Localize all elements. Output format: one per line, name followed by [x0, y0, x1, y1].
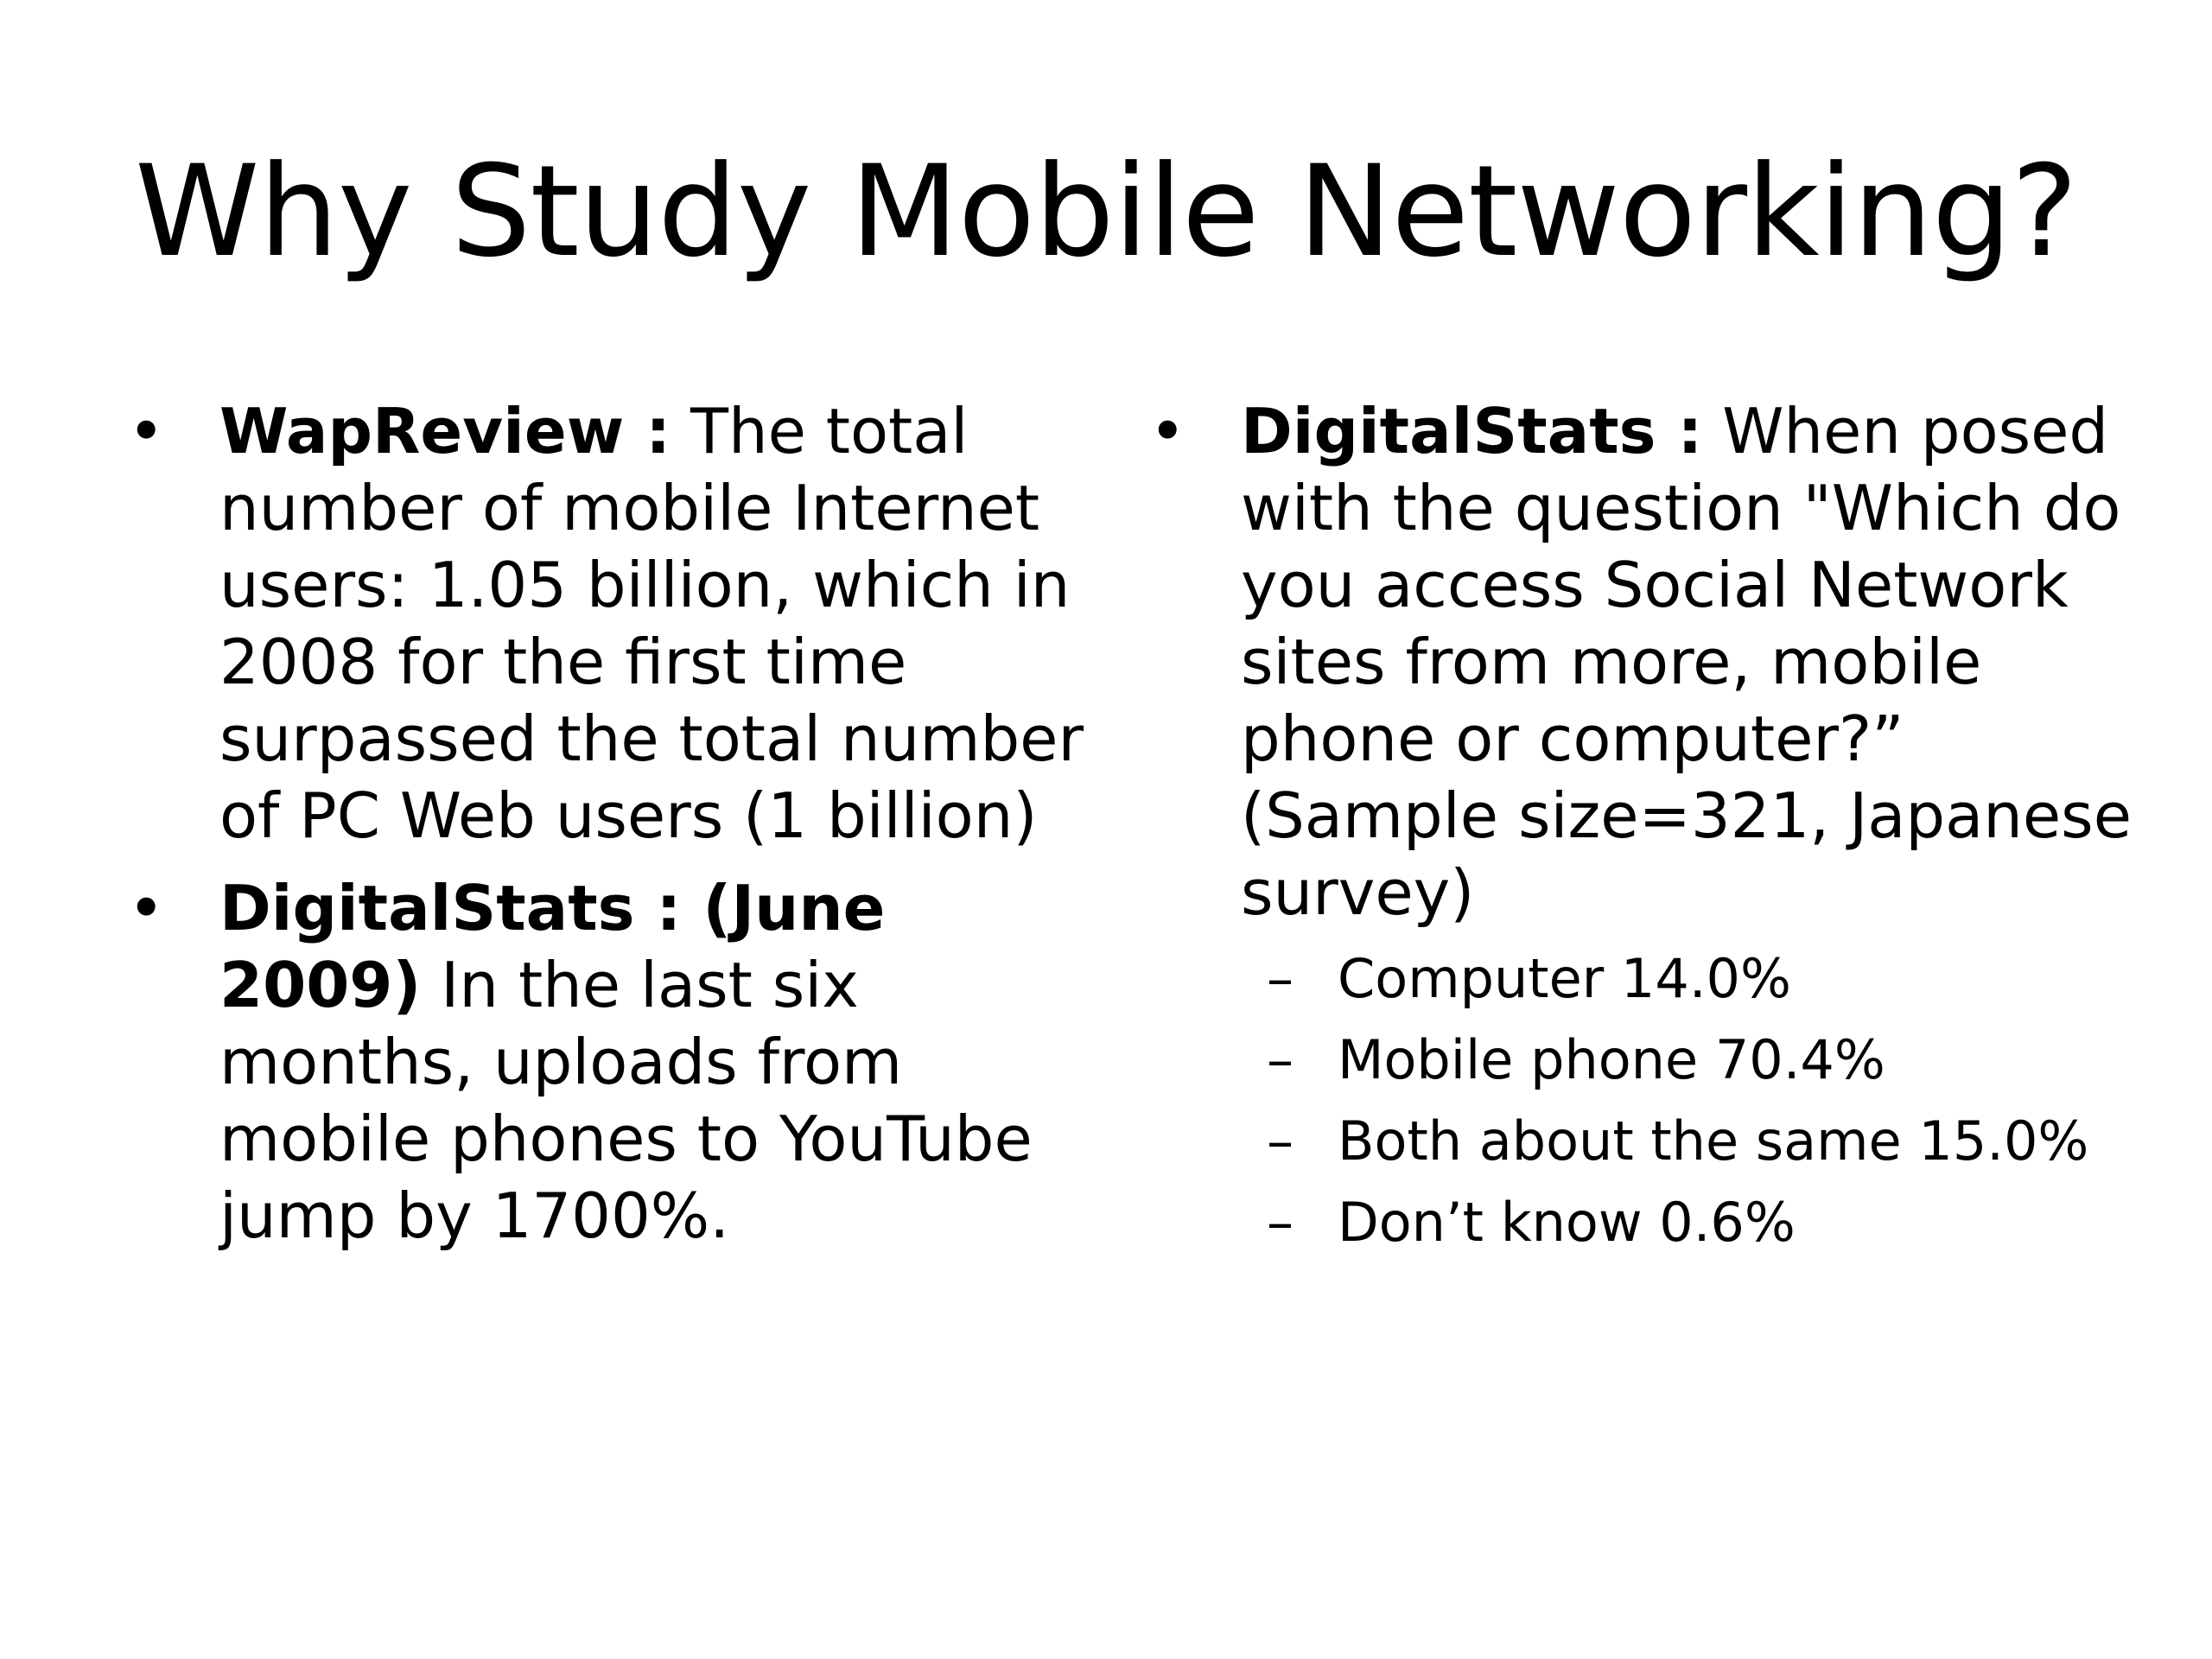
- bullet-digitalstats-survey: [1149, 393, 2169, 931]
- list-item: [1241, 1109, 2169, 1173]
- dash-marker: –: [1267, 947, 1294, 1010]
- bullet-marker: •: [128, 395, 165, 467]
- bullet-source: DigitalStats :: [1241, 395, 1703, 467]
- list-item: [1241, 1028, 2169, 1092]
- bullet-marker: •: [1149, 395, 1186, 467]
- list-item: [1241, 1191, 2169, 1255]
- survey-results-list: [1149, 947, 2169, 1255]
- bullet-wapreview: [128, 393, 1087, 855]
- bullet-text: When posed with the question "Which do you access Social Network sites from more, mobile phone or computer?” (Sample size=321, Japanese survey): [1241, 395, 2132, 929]
- bullet-digitalstats-youtube: [128, 870, 1087, 1255]
- bullet-source: WapReview :: [219, 395, 671, 467]
- dash-marker: –: [1267, 1191, 1294, 1254]
- list-item-text: Mobile phone 70.4%: [1338, 1028, 1885, 1091]
- bullet-source: DigitalStats : (June 2009): [219, 872, 886, 1021]
- list-item: [1241, 947, 2169, 1011]
- list-item-text: Computer 14.0%: [1338, 947, 1791, 1010]
- dash-marker: –: [1267, 1109, 1294, 1173]
- list-item-text: Don’t know 0.6%: [1338, 1191, 1796, 1254]
- bullet-text: The total number of mobile Internet users: 1.05 billion, which in 2008 for the first time surpassed the total number of PC Web users (1 billion): [219, 395, 1084, 852]
- bullet-text: In the last six months, uploads from mobile phones to YouTube jump by 1700%.: [219, 949, 1033, 1252]
- left-column: [128, 393, 1087, 1270]
- slide-title: Why Study Mobile Networking?: [135, 138, 2077, 285]
- list-item-text: Both about the same 15.0%: [1338, 1109, 2089, 1173]
- dash-marker: –: [1267, 1028, 1294, 1091]
- bullet-marker: •: [128, 872, 165, 944]
- right-column: [1149, 393, 2169, 1272]
